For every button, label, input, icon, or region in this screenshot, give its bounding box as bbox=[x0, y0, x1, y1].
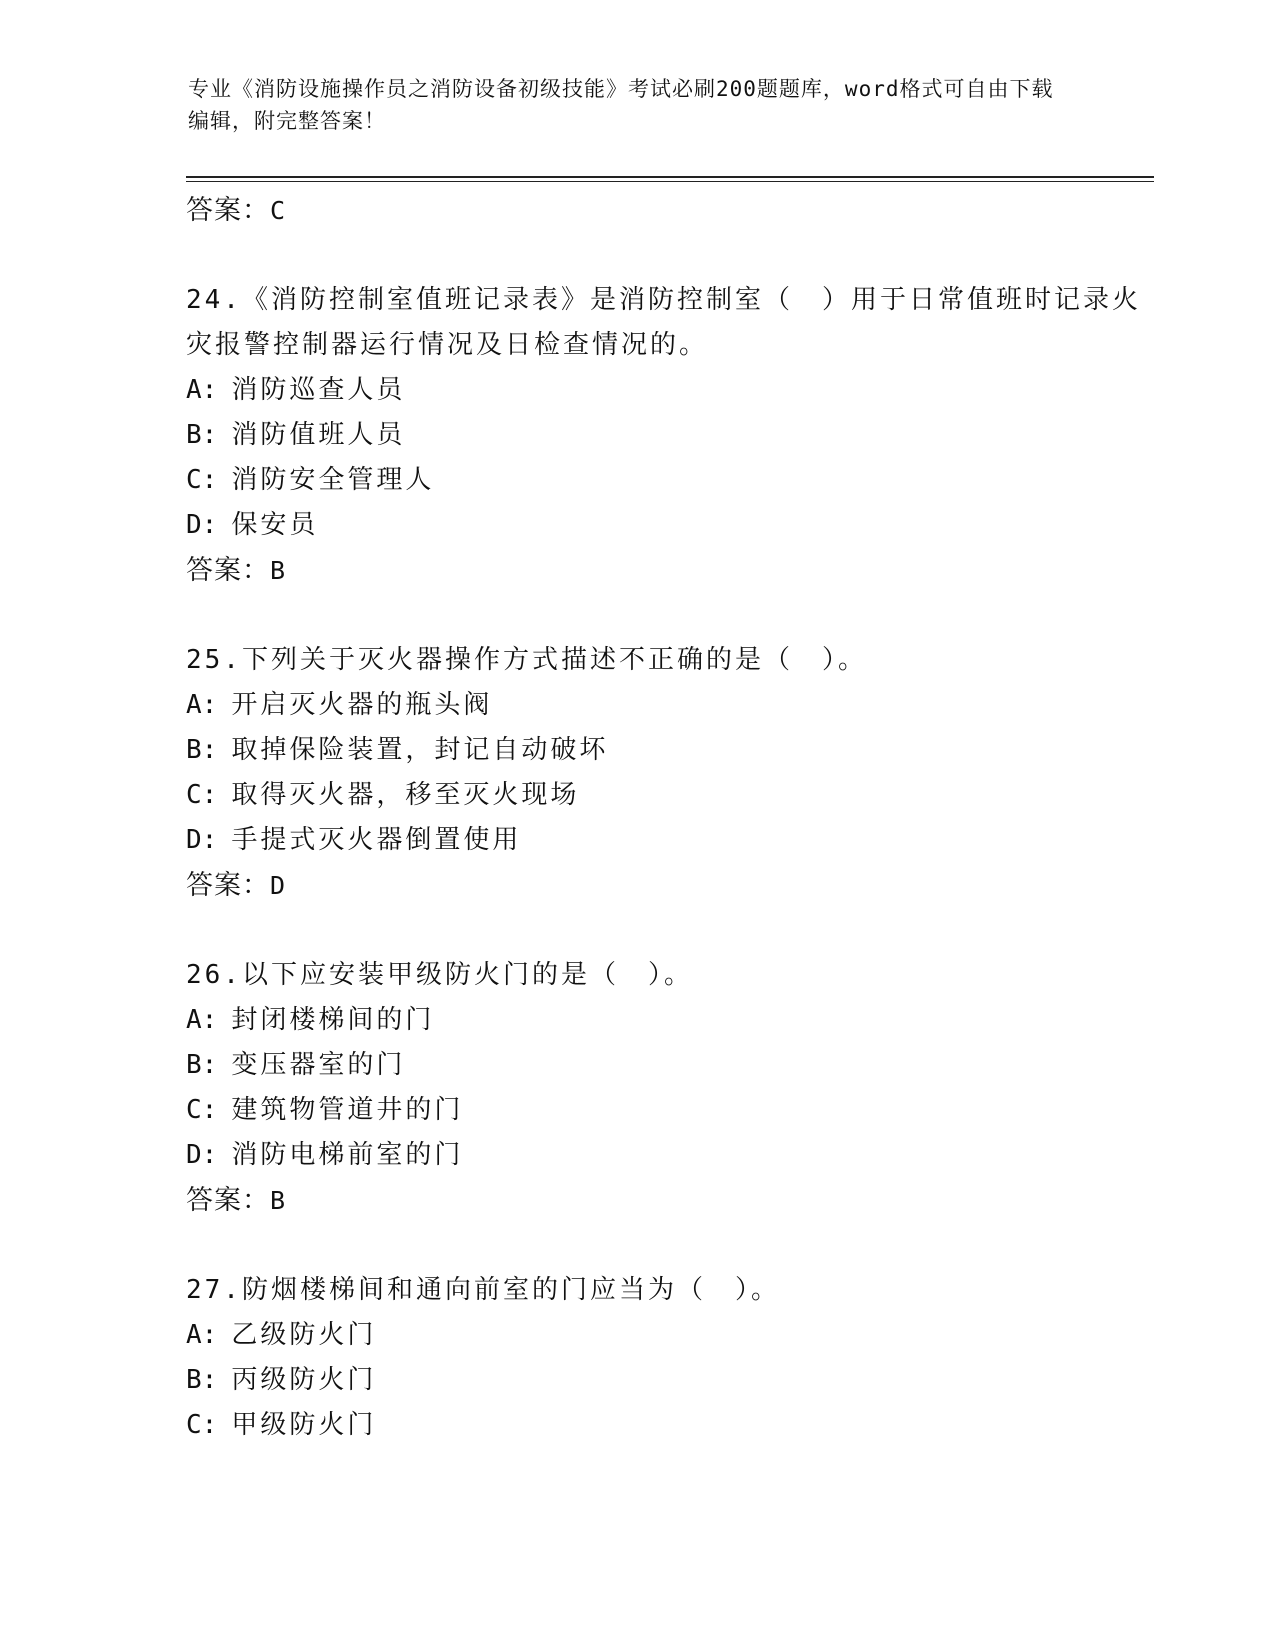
answer-value: B bbox=[270, 556, 287, 585]
option-b bbox=[186, 728, 1146, 773]
option-a bbox=[186, 683, 1146, 728]
question-number: 25. bbox=[186, 645, 242, 675]
option-c bbox=[186, 1403, 1146, 1448]
question-text: 下列关于灭火器操作方式描述不正确的是（ ）。 bbox=[241, 645, 867, 675]
option-a bbox=[186, 998, 1146, 1043]
option-key: A: bbox=[186, 1005, 218, 1035]
option-key: A: bbox=[186, 1320, 218, 1350]
question-text: 以下应安装甲级防火门的是（ ）。 bbox=[241, 960, 693, 990]
option-key: B: bbox=[186, 1050, 218, 1080]
header-divider-thin bbox=[186, 181, 1154, 182]
question-stem bbox=[186, 278, 1146, 368]
option-text: 消防电梯前室的门 bbox=[231, 1140, 464, 1170]
question-25 bbox=[186, 638, 1146, 909]
option-key: D: bbox=[186, 510, 218, 540]
option-text: 开启灭火器的瓶头阀 bbox=[231, 690, 493, 720]
question-list bbox=[186, 188, 1146, 1448]
answer-label: 答案： bbox=[186, 195, 270, 226]
answer-line bbox=[186, 1178, 1146, 1224]
question-text: 防烟楼梯间和通向前室的门应当为（ ）。 bbox=[241, 1275, 780, 1305]
question-stem bbox=[186, 638, 1146, 683]
question-number: 24. bbox=[186, 285, 242, 315]
answer-line bbox=[186, 863, 1146, 909]
option-key: D: bbox=[186, 825, 218, 855]
option-a bbox=[186, 1313, 1146, 1358]
option-text: 封闭楼梯间的门 bbox=[231, 1005, 435, 1035]
option-text: 保安员 bbox=[231, 510, 319, 540]
option-b bbox=[186, 1043, 1146, 1088]
option-key: B: bbox=[186, 1365, 218, 1395]
answer-label: 答案： bbox=[186, 1185, 270, 1216]
option-d bbox=[186, 818, 1146, 863]
answer-label: 答案： bbox=[186, 555, 270, 586]
answer-value: D bbox=[270, 871, 287, 900]
option-key: C: bbox=[186, 465, 218, 495]
option-text: 消防安全管理人 bbox=[231, 465, 435, 495]
question-number: 27. bbox=[186, 1275, 242, 1305]
option-text: 变压器室的门 bbox=[231, 1050, 406, 1080]
option-key: B: bbox=[186, 735, 218, 765]
option-text: 乙级防火门 bbox=[231, 1320, 377, 1350]
option-text: 取得灭火器，移至灭火现场 bbox=[231, 780, 580, 810]
question-stem bbox=[186, 1268, 1146, 1313]
option-c bbox=[186, 458, 1146, 503]
option-key: C: bbox=[186, 780, 218, 810]
answer-label: 答案： bbox=[186, 870, 270, 901]
question-stem bbox=[186, 953, 1146, 998]
answer-value: C bbox=[270, 196, 287, 225]
option-text: 手提式灭火器倒置使用 bbox=[231, 825, 522, 855]
question-number: 26. bbox=[186, 960, 242, 990]
option-text: 消防巡查人员 bbox=[231, 375, 406, 405]
option-key: C: bbox=[186, 1095, 218, 1125]
option-text: 建筑物管道井的门 bbox=[231, 1095, 464, 1125]
answer-value: B bbox=[270, 1186, 287, 1215]
option-a bbox=[186, 368, 1146, 413]
question-27 bbox=[186, 1268, 1146, 1448]
question-24 bbox=[186, 278, 1146, 594]
option-key: C: bbox=[186, 1410, 218, 1440]
option-key: A: bbox=[186, 690, 218, 720]
answer-line bbox=[186, 548, 1146, 594]
header-divider-thick bbox=[186, 176, 1154, 178]
question-text: 《消防控制室值班记录表》是消防控制室（ ）用于日常值班时记录火灾报警控制器运行情况及日检查情况的。 bbox=[186, 285, 1141, 360]
option-text: 丙级防火门 bbox=[231, 1365, 377, 1395]
option-key: D: bbox=[186, 1140, 218, 1170]
option-c bbox=[186, 773, 1146, 818]
answer-line bbox=[186, 188, 1146, 234]
option-text: 取掉保险装置，封记自动破坏 bbox=[231, 735, 609, 765]
option-key: A: bbox=[186, 375, 218, 405]
document-header: 专业《消防设施操作员之消防设备初级技能》考试必刷200题题库，word格式可自由下载编辑，附完整答案！ bbox=[188, 77, 1054, 133]
option-b bbox=[186, 1358, 1146, 1403]
option-text: 甲级防火门 bbox=[231, 1410, 377, 1440]
option-text: 消防值班人员 bbox=[231, 420, 406, 450]
option-d bbox=[186, 503, 1146, 548]
option-b bbox=[186, 413, 1146, 458]
option-c bbox=[186, 1088, 1146, 1133]
question-26 bbox=[186, 953, 1146, 1224]
option-key: B: bbox=[186, 420, 218, 450]
option-d bbox=[186, 1133, 1146, 1178]
